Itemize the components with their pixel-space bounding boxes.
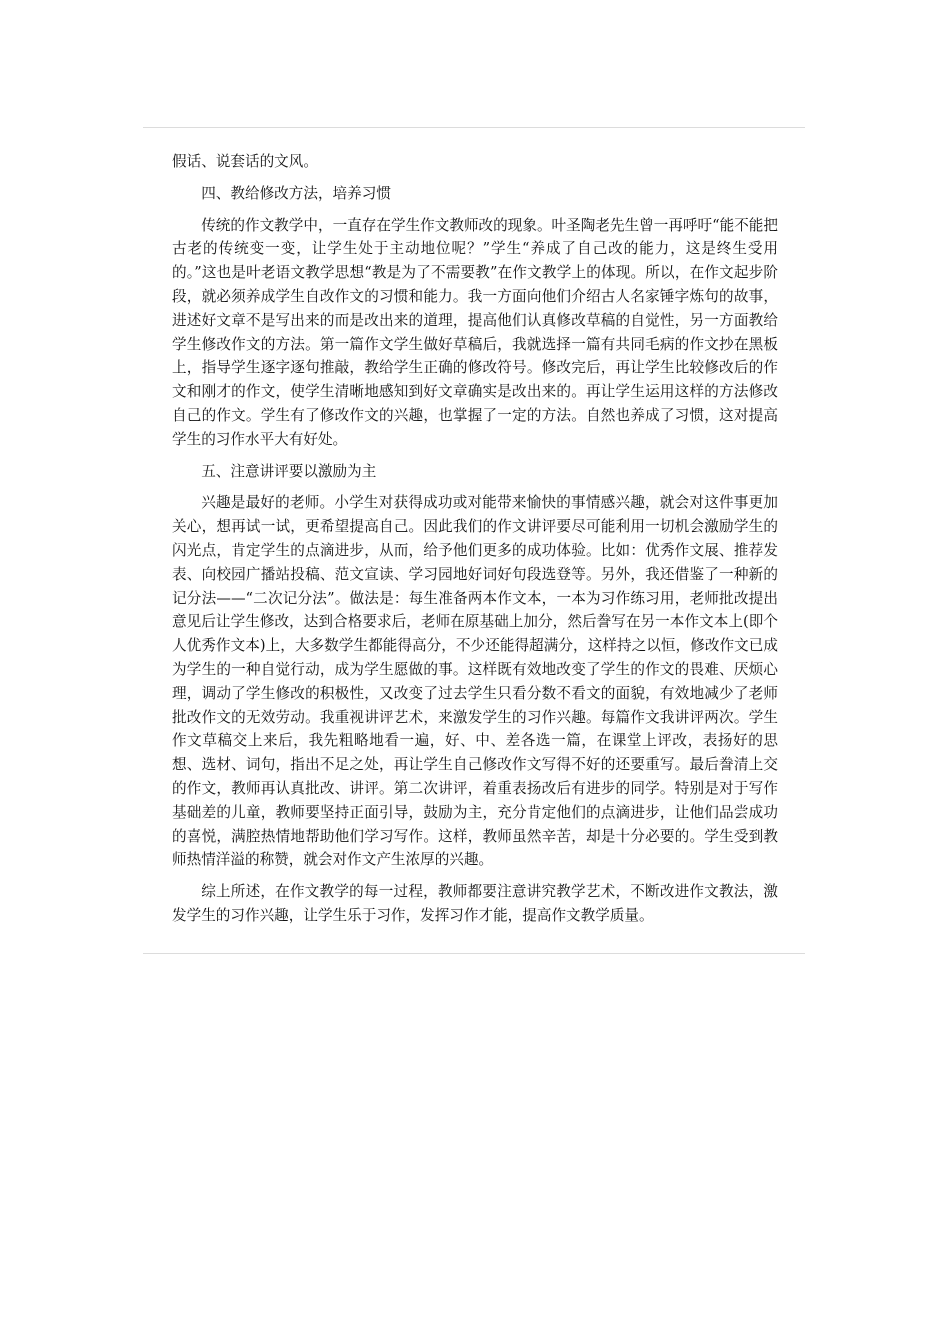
top-divider: [143, 127, 805, 128]
paragraph-continuation: 假话、说套话的文风。: [172, 153, 318, 170]
section-heading-four: 四、教给修改方法，培养习惯: [201, 184, 391, 202]
section-heading-five: 五、注意讲评要以激励为主: [201, 462, 377, 480]
bottom-divider: [143, 953, 805, 954]
paragraph-conclusion: 综上所述，在作文教学的每一过程，教师都要注意讲究教学艺术，不断改进作文教法，激发学生的习作兴趣，让学生乐于习作，发挥习作才能，提高作文教学质量。: [172, 883, 778, 924]
document-body: [172, 150, 778, 936]
paragraph-encouragement: 兴趣是最好的老师。小学生对获得成功或对能带来愉快的事情感兴趣，就会对这件事更加关心，想再试一试，更希望提高自己。因此我们的作文讲评要尽可能利用一切机会激励学生的闪光点，肯定学生的点滴进步，从而，给予他们更多的成功体验。比如：优秀作文展、推荐发表、向校园广播站投稿、范文宣读、学习园地好词好句段选登等。另外，我还借鉴了一种新的记分法——“二次记分法”。做法是：每生准备两本作文本，一本为习作练习用，老师批改提出意见后让学生修改，达到合格要求后，老师在原基础上加分，然后誊写在另一本作文本上(即个人优秀作文本)上，大多数学生都能得高分，不少还能得超满分，这样持之以恒，修改作文已成为学生的一种自觉行动，成为学生愿做的事。这样既有效地改变了学生的作文的畏难、厌烦心理，调动了学生修改的积极性，又改变了过去学生只看分数不看文的面貌，有效地减少了老师批改作文的无效劳动。我重视讲评艺术，来激发学生的习作兴趣。每篇作文我讲评两次。学生作文草稿交上来后，我先粗略地看一遍，好、中、差各选一篇，在课堂上评改，表扬好的思想、选材、词句，指出不足之处，再让学生自己修改作文写得不好的还要重写。最后誊清上交的作文，教师再认真批改、讲评。第二次讲评，着重表扬改后有进步的同学。特别是对于写作基础差的儿童，教师要坚持正面引导，鼓励为主，充分肯定他们的点滴进步，让他们品尝成功的喜悦，满腔热情地帮助他们学习写作。这样，教师虽然辛苦，却是十分必要的。学生受到教师热情洋溢的称赞，就会对作文产生浓厚的兴趣。: [172, 494, 778, 869]
paragraph-revision-method: 传统的作文教学中，一直存在学生作文教师改的现象。叶圣陶老先生曾一再呼吁“能不能把古老的传统变一变，让学生处于主动地位呢？”学生“养成了自己改的能力，这是终生受用的。”这也是叶老语文教学思想“教是为了不需要教”在作文教学上的体现。所以，在作文起步阶段，就必须养成学生自改作文的习惯和能力。我一方面向他们介绍古人名家锤字炼句的故事，进述好文章不是写出来的而是改出来的道理，提高他们认真修改草稿的自觉性，另一方面教给学生修改作文的方法。第一篇作文学生做好草稿后，我就选择一篇有共同毛病的作文抄在黑板上，指导学生逐字逐句推敲，教给学生正确的修改符号。修改完后，再让学生比较修改后的作文和刚才的作文，使学生清晰地感知到好文章确实是改出来的。再让学生运用这样的方法修改自己的作文。学生有了修改作文的兴趣，也掌握了一定的方法。自然也养成了习惯，这对提高学生的习作水平大有好处。: [172, 216, 778, 448]
